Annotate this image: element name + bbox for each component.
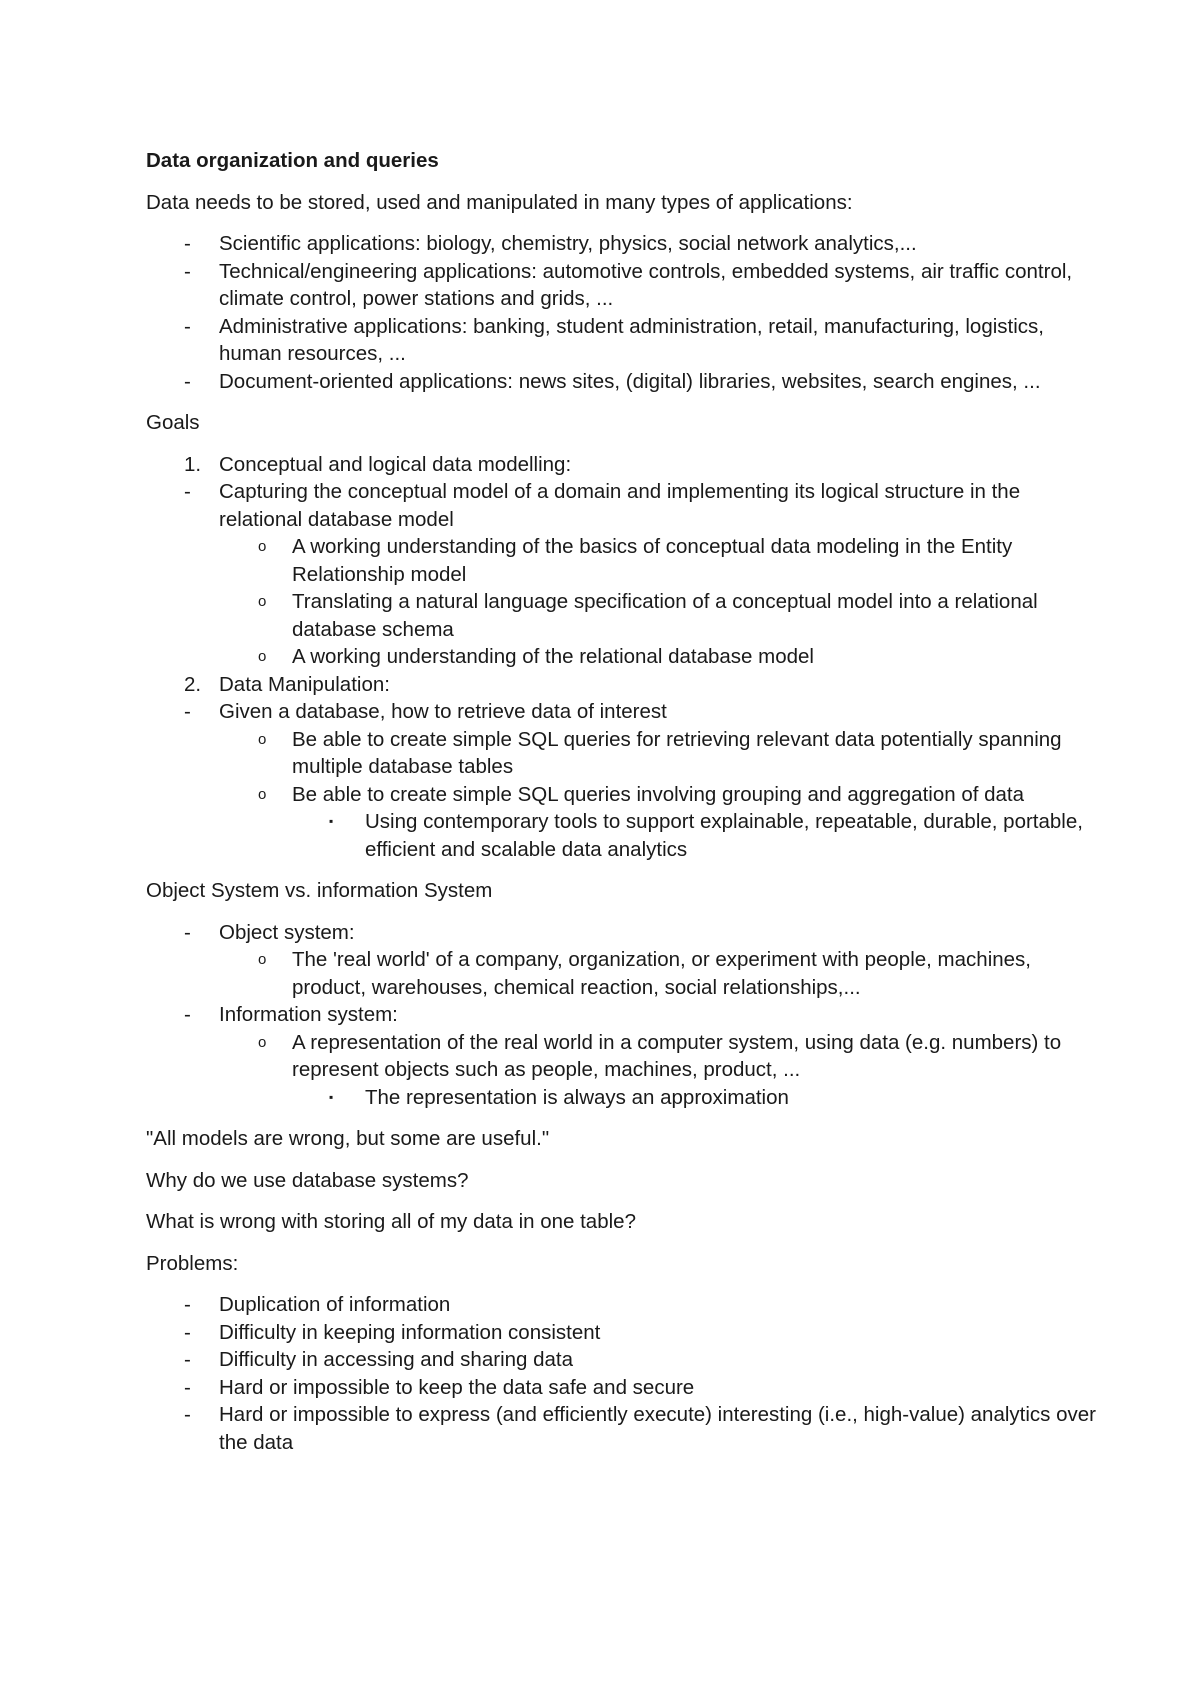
applications-list <box>146 230 1100 395</box>
problems-heading: Problems: <box>146 1251 239 1275</box>
dash-bullet: - <box>184 232 191 255</box>
list-item: - Information system: <box>146 1001 1100 1029</box>
list-item: - Hard or impossible to express (and efficiently execute) interesting (i.e., high-value) analytics over the data <box>184 1403 1096 1454</box>
goal-item-1: 1. Conceptual and logical data modelling: <box>146 451 1100 479</box>
list-item: - Difficulty in keeping information consistent <box>146 1319 1100 1347</box>
dash-bullet: - <box>184 480 191 503</box>
intro-paragraph: Data needs to be stored, used and manipulated in many types of applications: <box>146 190 853 214</box>
list-item: - Administrative applications: banking, student administration, retail, manufacturing, logistics, human resources, ... <box>184 314 1044 365</box>
systems-heading: Object System vs. information System <box>146 879 493 902</box>
systems-list <box>146 919 1100 1112</box>
list-item: - Technical/engineering applications: automotive controls, embedded systems, air traffic control, climate control, power stations and grids, ... <box>184 259 1073 310</box>
dash-bullet: - <box>184 259 191 283</box>
list-item: - Object system: <box>146 919 1100 947</box>
list-item: - Hard or impossible to keep the data safe and secure <box>146 1374 1100 1402</box>
circle-bullet: o <box>258 593 267 610</box>
circle-bullet: o <box>258 730 267 748</box>
circle-bullet: o <box>258 648 267 665</box>
dash-bullet: - <box>184 1003 191 1026</box>
list-item: - Given a database, how to retrieve data of interest <box>146 698 1100 726</box>
dash-bullet: - <box>184 1348 191 1371</box>
circle-bullet: o <box>258 785 267 803</box>
list-item: - Capturing the conceptual model of a domain and implementing its logical structure in the relational database model <box>184 480 1021 531</box>
list-item: - Difficulty in accessing and sharing data <box>146 1346 1100 1374</box>
dash-bullet: - <box>184 700 191 723</box>
sub-sub-list-item: ▪ Using contemporary tools to support explainable, repeatable, durable, portable, efficient and scalable data analytics <box>329 810 1083 861</box>
list-item: - Document-oriented applications: news sites, (digital) libraries, websites, search engines, ... <box>146 368 1100 396</box>
sub-list-item: o Translating a natural language specification of a conceptual model into a relational database schema <box>258 590 1038 641</box>
number-marker: 2. <box>184 672 202 696</box>
sub-list-item: o A working understanding of the basics of conceptual data modeling in the Entity Relationship model <box>258 535 1013 586</box>
circle-bullet: o <box>258 951 267 968</box>
goals-list <box>146 451 1100 864</box>
sub-list-item: o Be able to create simple SQL queries involving grouping and aggregation of data <box>146 781 1100 809</box>
circle-bullet: o <box>258 1033 267 1051</box>
circle-bullet: o <box>258 538 267 555</box>
number-marker: 1. <box>184 452 202 476</box>
question-paragraph-2: What is wrong with storing all of my data in one table? <box>146 1210 636 1233</box>
list-item: - Duplication of information <box>146 1291 1100 1319</box>
list-item: - Scientific applications: biology, chemistry, physics, social network analytics,... <box>146 230 1100 258</box>
quote-paragraph: "All models are wrong, but some are useful." <box>146 1127 550 1150</box>
square-bullet: ▪ <box>329 1089 334 1104</box>
goal-item-2: 2. Data Manipulation: <box>146 671 1100 699</box>
sub-list-item: o The 'real world' of a company, organization, or experiment with people, machines, product, warehouses, chemical reaction, social relationships,... <box>258 948 1031 999</box>
square-bullet: ▪ <box>329 814 334 828</box>
problems-list <box>146 1291 1100 1456</box>
sub-list-item: o A working understanding of the relational database model <box>146 643 1100 671</box>
goals-heading: Goals <box>146 411 200 434</box>
sub-sub-list-item: ▪ The representation is always an approximation <box>146 1084 1100 1112</box>
dash-bullet: - <box>184 1375 191 1399</box>
dash-bullet: - <box>184 1293 191 1316</box>
dash-bullet: - <box>184 314 191 338</box>
question-paragraph-1: Why do we use database systems? <box>146 1168 469 1192</box>
sub-list-item: o A representation of the real world in a computer system, using data (e.g. numbers) to represent objects such as people, machines, product, ... <box>258 1030 1062 1081</box>
dash-bullet: - <box>184 1320 191 1344</box>
dash-bullet: - <box>184 369 191 393</box>
page-title: Data organization and queries <box>146 149 439 172</box>
sub-list-item: o Be able to create simple SQL queries for retrieving relevant data potentially spanning multiple database tables <box>258 727 1062 778</box>
dash-bullet: - <box>184 1403 191 1426</box>
dash-bullet: - <box>184 920 191 944</box>
